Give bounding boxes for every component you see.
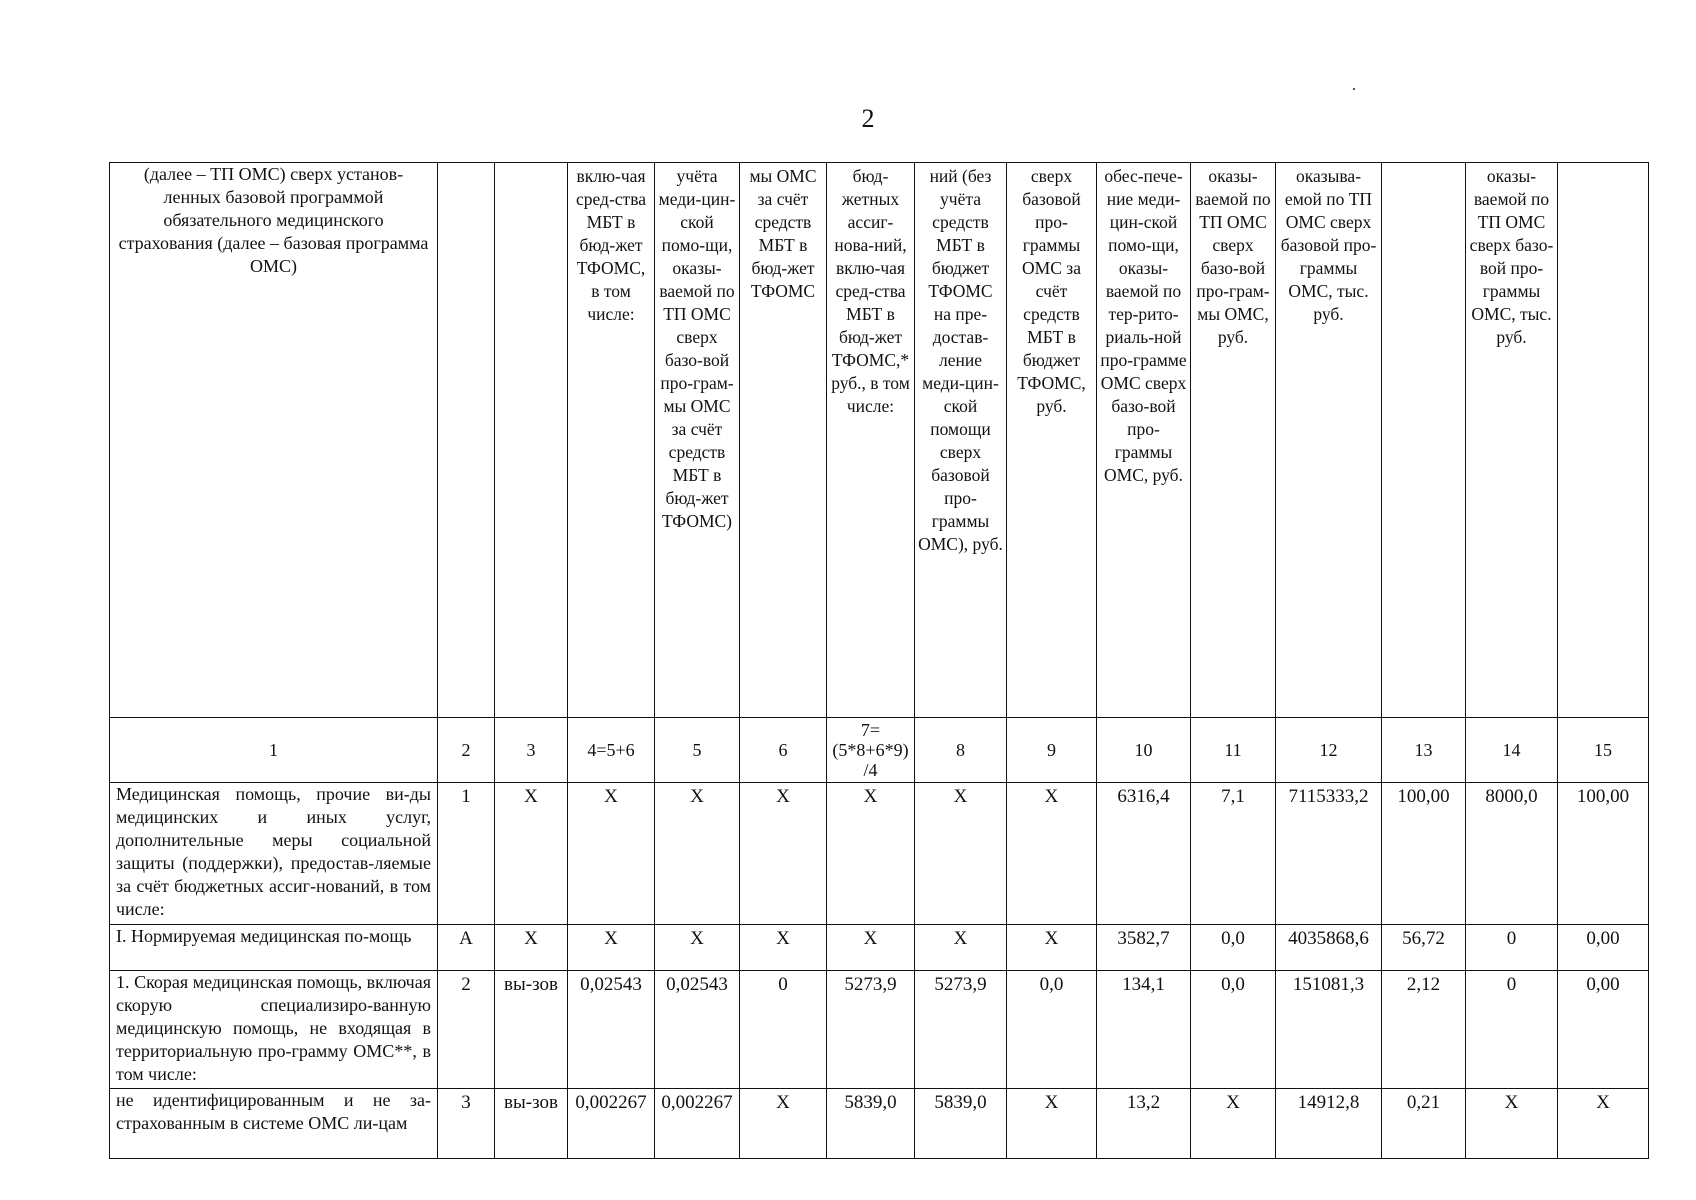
row-label: 1. Скорая медицинская помощь, включая скорую специализиро-ванную медицинскую помощь, не входящая в территориальную про-грамму ОМС**, в том числе:	[110, 971, 438, 1089]
column-number: 14	[1466, 718, 1558, 783]
header-col15	[1558, 163, 1649, 718]
table-cell: 5839,0	[915, 1089, 1007, 1159]
header-col1: (далее – ТП ОМС) сверх установ-ленных базовой программой обязательного медицинского страхования (далее – базовая программа ОМС)	[110, 163, 438, 718]
page-number: 2	[861, 104, 875, 133]
table-cell: 151081,3	[1276, 971, 1382, 1089]
table-cell: Х	[1191, 1089, 1276, 1159]
header-col5: учёта меди-цин-ской помо-щи, оказы-ваемой по ТП ОМС сверх базо-вой про-грам-мы ОМС за счёт средств МБТ в бюд-жет ТФОМС)	[655, 163, 740, 718]
column-number: 15	[1558, 718, 1649, 783]
scan-speck	[1353, 88, 1355, 90]
table-cell: 134,1	[1097, 971, 1191, 1089]
column-number: 6	[740, 718, 827, 783]
table-cell: 0	[1466, 925, 1558, 971]
table-cell: 0,0	[1191, 925, 1276, 971]
column-number: 2	[438, 718, 495, 783]
header-col8: ний (без учёта средств МБТ в бюджет ТФОМС на пре-достав-ление меди-цин-ской помощи сверх базовой про-граммы ОМС), руб.	[915, 163, 1007, 718]
column-number: 7=(5*8+6*9)/4	[827, 718, 915, 783]
header-col11: оказы-ваемой по ТП ОМС сверх базо-вой про-грам-мы ОМС, руб.	[1191, 163, 1276, 718]
header-col3	[495, 163, 568, 718]
table-cell: 7,1	[1191, 783, 1276, 925]
table-cell: 13,2	[1097, 1089, 1191, 1159]
table-cell: 0,00	[1558, 971, 1649, 1089]
header-col7: бюд-жетных ассиг-нова-ний, вклю-чая сред-ства МБТ в бюд-жет ТФОМС,* руб., в том числе:	[827, 163, 915, 718]
table-cell: Х	[1466, 1089, 1558, 1159]
column-number: 10	[1097, 718, 1191, 783]
table-cell: Х	[827, 783, 915, 925]
table-cell: 3582,7	[1097, 925, 1191, 971]
table-cell: 100,00	[1382, 783, 1466, 925]
table-cell: Х	[740, 925, 827, 971]
column-number: 8	[915, 718, 1007, 783]
header-col4: вклю-чая сред-ства МБТ в бюд-жет ТФОМС, в том числе:	[568, 163, 655, 718]
table-cell: 8000,0	[1466, 783, 1558, 925]
header-col12: оказыва-емой по ТП ОМС сверх базовой про-граммы ОМС, тыс. руб.	[1276, 163, 1382, 718]
table-cell: Х	[1558, 1089, 1649, 1159]
table-cell: 0,002267	[568, 1089, 655, 1159]
header-col10: обес-пече-ние меди-цин-ской помо-щи, оказы-ваемой по тер-рито-риаль-ной про-грамме ОМС сверх базо-вой про-граммы ОМС, руб.	[1097, 163, 1191, 718]
table-cell: 56,72	[1382, 925, 1466, 971]
table-cell: 5839,0	[827, 1089, 915, 1159]
table-cell: 0,02543	[568, 971, 655, 1089]
table-cell: 0,0	[1191, 971, 1276, 1089]
table-cell: вы-зов	[495, 971, 568, 1089]
header-col13	[1382, 163, 1466, 718]
table-cell: А	[438, 925, 495, 971]
column-number-row	[110, 718, 1649, 783]
table-cell: Х	[655, 925, 740, 971]
row-label: не идентифицированным и не за-страхованным в системе ОМС ли-цам	[110, 1089, 438, 1159]
table-cell: Х	[1007, 1089, 1097, 1159]
column-number: 5	[655, 718, 740, 783]
table-cell: 100,00	[1558, 783, 1649, 925]
table-cell: Х	[827, 925, 915, 971]
table-cell: 0,0	[1007, 971, 1097, 1089]
header-col2	[438, 163, 495, 718]
table-cell: Х	[740, 1089, 827, 1159]
table-cell: 14912,8	[1276, 1089, 1382, 1159]
table-row	[110, 783, 1649, 925]
table-cell: 0	[1466, 971, 1558, 1089]
table-cell: 5273,9	[915, 971, 1007, 1089]
table-cell: Х	[495, 783, 568, 925]
column-number: 1	[110, 718, 438, 783]
table-cell: 0,002267	[655, 1089, 740, 1159]
table-cell: 0,02543	[655, 971, 740, 1089]
table-cell: 0,21	[1382, 1089, 1466, 1159]
table-row	[110, 971, 1649, 1089]
table-cell: 3	[438, 1089, 495, 1159]
column-number: 11	[1191, 718, 1276, 783]
row-label: I. Нормируемая медицинская по-мощь	[110, 925, 438, 971]
table-cell: 6316,4	[1097, 783, 1191, 925]
header-col14: оказы-ваемой по ТП ОМС сверх базо-вой про-граммы ОМС, тыс. руб.	[1466, 163, 1558, 718]
column-number: 4=5+6	[568, 718, 655, 783]
table-cell: Х	[915, 783, 1007, 925]
table-row	[110, 1089, 1649, 1159]
column-number: 9	[1007, 718, 1097, 783]
column-number: 12	[1276, 718, 1382, 783]
table-cell: Х	[568, 783, 655, 925]
table-cell: Х	[915, 925, 1007, 971]
table-cell: 2	[438, 971, 495, 1089]
table-cell: 7115333,2	[1276, 783, 1382, 925]
table-cell: Х	[1007, 783, 1097, 925]
table-cell: 1	[438, 783, 495, 925]
header-col9: сверх базовой про-граммы ОМС за счёт средств МБТ в бюджет ТФОМС, руб.	[1007, 163, 1097, 718]
table-cell: Х	[740, 783, 827, 925]
row-label: Медицинская помощь, прочие ви-ды медицинских и иных услуг, дополнительные меры социальной защиты (поддержки), предостав-ляемые за счёт бюджетных ассиг-нований, в том числе:	[110, 783, 438, 925]
table-cell: 5273,9	[827, 971, 915, 1089]
column-number: 13	[1382, 718, 1466, 783]
table-cell: Х	[568, 925, 655, 971]
table-cell: 0,00	[1558, 925, 1649, 971]
table-cell: Х	[1007, 925, 1097, 971]
table-row	[110, 925, 1649, 971]
table-cell: 0	[740, 971, 827, 1089]
table-cell: Х	[495, 925, 568, 971]
budget-table	[109, 162, 1649, 1159]
table-cell: Х	[655, 783, 740, 925]
column-number: 3	[495, 718, 568, 783]
header-col6: мы ОМС за счёт средств МБТ в бюд-жет ТФОМС	[740, 163, 827, 718]
header-row	[110, 163, 1649, 718]
table-cell: 2,12	[1382, 971, 1466, 1089]
table-cell: 4035868,6	[1276, 925, 1382, 971]
table-cell: вы-зов	[495, 1089, 568, 1159]
